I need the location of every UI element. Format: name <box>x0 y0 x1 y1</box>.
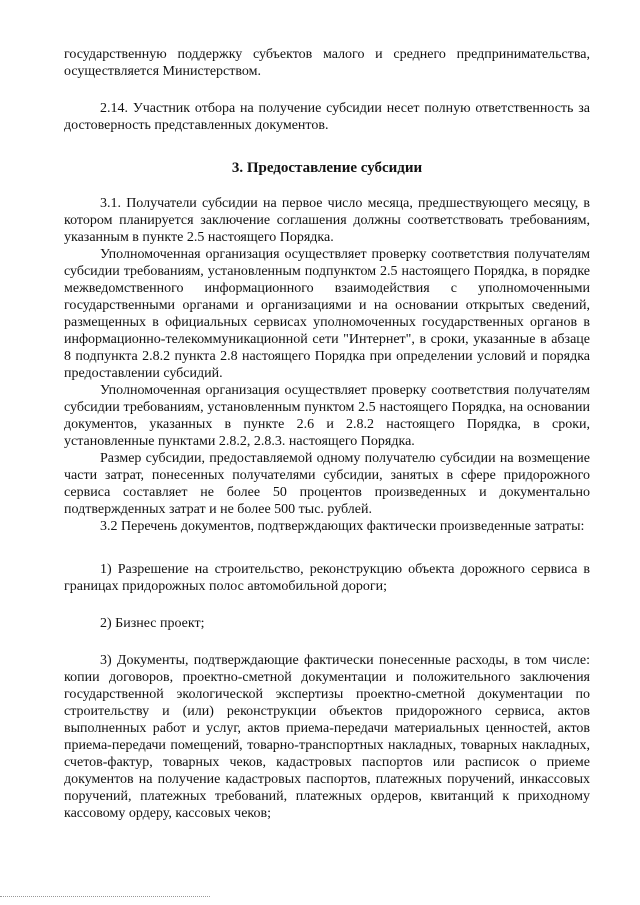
paragraph-subsidy-amount: Размер субсидии, предоставляемой одному получателю субсидии на возмещение части затрат, понесенных получателями субсидии, занятых в сфере придорожного сервиса составляет не более 50 процентов произведенных и документально подтвержденных затрат и не более 500 тыс. рублей. <box>64 451 590 517</box>
paragraph-2-14: 2.14. Участник отбора на получение субсидии несет полную ответственность за достоверность представленных документов. <box>64 101 590 133</box>
list-item-2: 2) Бизнес проект; <box>100 616 205 631</box>
list-item-1: 1) Разрешение на строительство, реконструкцию объекта дорожного сервиса в границах придорожных полос автомобильной дороги; <box>64 562 590 594</box>
list-item-3: 3) Документы, подтверждающие фактически понесенные расходы, в том числе: копии договоров, проектно-сметной документации и положительного заключения государственной экологической экспертизы проектно-сметной документации по строительству и (или) реконструкции объектов придорожного сервиса, актов выполненных работ и услуг, актов приема-передачи материальных ценностей, актов приема-передачи помещений, товарно-транспортных накладных, товарных накладных, счетов-фактур, товарных чеков, кадастровых паспортов или расписок о приеме документов на получение кадастровых паспортов, платежных поручений, инкассовых поручений, платежных требований, платежных ордеров, квитанций к приходному кассовому ордеру, кассовых чеков; <box>64 653 590 821</box>
footer-divider <box>0 896 210 897</box>
paragraph-3-2: 3.2 Перечень документов, подтверждающих фактически произведенные затраты: <box>100 519 585 534</box>
paragraph-verification-documents: Уполномоченная организация осуществляет проверку соответствия получателям субсидии требованиям, установленным пунктом 2.5 настоящего Порядка, на основании документов, указанных в пункте 2.6 и 2.8.2 настоящего Порядка, в сроки, установленные пунктами 2.8.2, 2.8.3. настоящего Порядка. <box>64 383 590 449</box>
section-heading: 3. Предоставление субсидии <box>231 160 423 176</box>
paragraph-continuation: государственную поддержку субъектов малого и среднего предпринимательства, осуществляется Министерством. <box>64 47 590 79</box>
paragraph-verification-interagency: Уполномоченная организация осуществляет проверку соответствия получателям субсидии требованиям, установленным подпунктом 2.5 настоящего Порядка, в порядке межведомственного информационного взаимодействия с уполномоченными государственными органами и организациями и на основании открытых сведений, размещенных в официальных сервисах уполномоченных государственных органов в информационно-телекоммуникационной сети "Интернет", в сроки, указанные в абзаце 8 подпункта 2.8.2 пункта 2.8 настоящего Порядка при определении условий и порядка предоставлении субсидий. <box>64 247 590 381</box>
paragraph-3-1: 3.1. Получатели субсидии на первое число месяца, предшествующего месяцу, в котором планируется заключение соглашения должны соответствовать требованиям, указанным в пункте 2.5 настоящего Порядка. <box>64 196 590 245</box>
